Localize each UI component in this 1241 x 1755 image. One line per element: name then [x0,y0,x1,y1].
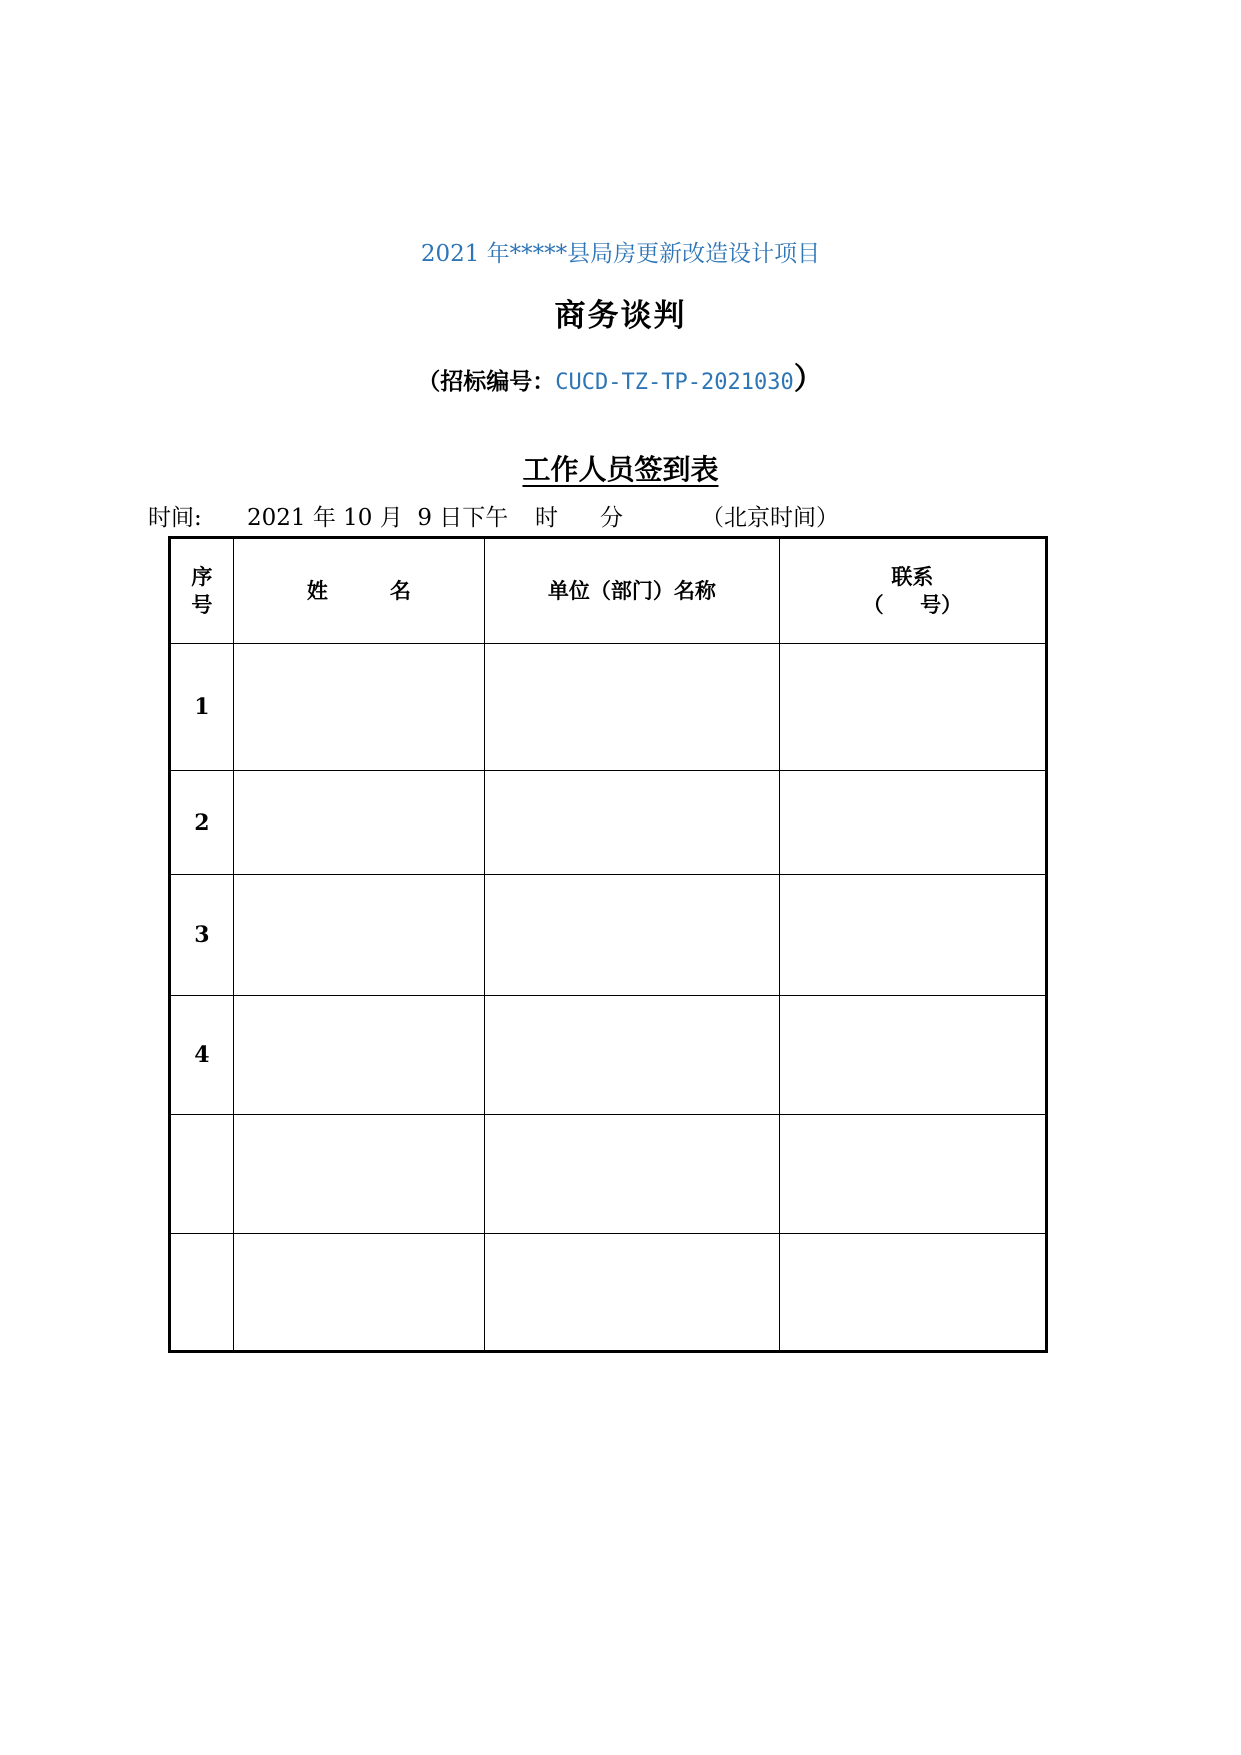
tender-code: CUCD-TZ-TP-2021030 [555,370,794,395]
row-unit-cell[interactable] [484,1115,779,1234]
row-contact-cell[interactable] [779,1115,1046,1234]
time-label: 时间: [148,505,202,531]
row-seq [170,1115,234,1234]
row-contact-cell[interactable] [779,771,1046,875]
header-row [170,538,1047,644]
header-contact-line2: （ 号） [862,592,963,617]
minute-label: 分 [600,505,623,531]
header-seq-line1: 序 [191,564,213,589]
header-name-char1: 姓 [306,578,328,603]
row-name-cell[interactable] [233,644,484,771]
row-seq: 3 [170,875,234,996]
row-seq [170,1234,234,1352]
row-name-cell[interactable] [233,1234,484,1352]
row-seq: 1 [170,644,234,771]
table-row [170,875,1047,996]
header-seq [170,538,234,644]
row-unit-cell[interactable] [484,644,779,771]
row-unit-cell[interactable] [484,771,779,875]
row-contact-cell[interactable] [779,996,1046,1115]
date-text: 2021 年 10 月 9 日下午 [247,505,509,531]
table-row [170,996,1047,1115]
header-name [233,538,484,644]
row-contact-cell[interactable] [779,644,1046,771]
row-contact-cell[interactable] [779,875,1046,996]
table-row [170,1234,1047,1352]
header-unit: 单位（部门）名称 [484,538,779,644]
timezone-note: （北京时间） [701,505,839,531]
document-title: 商务谈判 [554,298,687,334]
header-contact [779,538,1046,644]
table-row [170,644,1047,771]
header-seq-line2: 号 [191,592,213,617]
row-name-cell[interactable] [233,996,484,1115]
row-name-cell[interactable] [233,875,484,996]
sign-in-table [168,536,1048,1353]
sheet-title [0,452,1241,488]
row-unit-cell[interactable] [484,1234,779,1352]
tender-close-paren: ） [793,362,824,397]
row-unit-cell[interactable] [484,996,779,1115]
hour-label: 时 [535,505,558,531]
row-contact-cell[interactable] [779,1234,1046,1352]
sheet-title-text: 工作人员签到表 [522,453,719,486]
row-seq: 2 [170,771,234,875]
row-name-cell[interactable] [233,1115,484,1234]
header-name-char2: 名 [389,578,411,603]
row-unit-cell[interactable] [484,875,779,996]
table-row [170,1115,1047,1234]
project-title: 2021 年*****县局房更新改造设计项目 [420,241,821,267]
row-name-cell[interactable] [233,771,484,875]
tender-number-line [0,362,1241,401]
header-contact-line1: 联系 [891,564,934,589]
row-seq: 4 [170,996,234,1115]
table-row [170,771,1047,875]
tender-label: （招标编号： [417,368,556,395]
